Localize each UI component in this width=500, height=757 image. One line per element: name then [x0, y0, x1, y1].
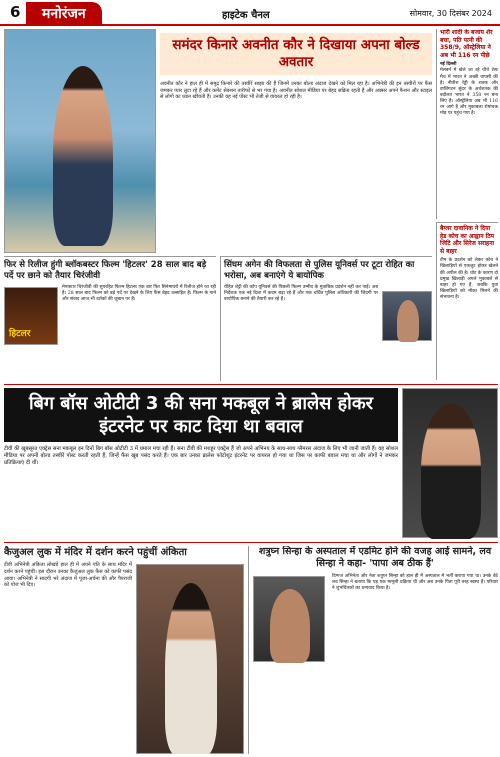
hitler-poster-label: हिटलर	[9, 329, 31, 339]
lead-headline: समंदर किनारे अवनीत कौर ने दिखाया अपना बोल्ड अवतार	[160, 33, 432, 75]
lead-article	[160, 33, 432, 253]
page-header	[0, 0, 500, 26]
sana-photo	[402, 388, 498, 538]
page-number: 6	[10, 3, 21, 21]
coach-body: टीम के प्रदर्शन को लेकर कोच ने खिलाड़ियों से एकजुट होकर खेलने की अपील की है। चोट के कारण दो प्रमुख खिलाड़ी अगले मुकाबले से बाहर हो गए हैं, जबकि युवा खिलाड़ियों को मौका मिलने की संभावना है।	[440, 258, 498, 300]
sana-headline: बिग बॉस ओटीटी 3 की सना मकबूल ने ब्रालेस होकर इंटरनेट पर काट दिया था बवाल	[4, 388, 398, 442]
singham-photo	[382, 291, 432, 341]
cricket-body: मेलबर्न में खेले जा रहे चौथे टेस्ट मैच में भारत ने अच्छी वापसी की है। नीतीश रेड्डी के शतक और वाशिंगटन सुंदर के अर्धशतक की बदौलत भारत ने 358 रन बना लिए हैं। ऑस्ट्रेलिया अब भी 116 रन आगे है और मुकाबला रोमांचक मोड़ पर पहुंच गया है।	[440, 68, 498, 117]
lead-body: अवनीत कौर ने हाल ही में समुद्र किनारे की तस्वीरें साझा की हैं जिनमें उनका बोल्ड अंदाज देखने को मिल रहा है। अभिनेत्री की इन तस्वीरों पर फैंस जमकर प्यार लुटा रहे हैं और कमेंट सेक्शन तारीफों से भर गया है। अवनीत सोशल मीडिया पर बेहद सक्रिय रहती हैं और अक्सर अपने फैशन और स्टाइल से लोगों का ध्यान खींचती हैं। उनकी यह नई पोस्ट भी तेजी से वायरल हो रही है।	[160, 81, 432, 101]
shatrughan-photo	[253, 576, 325, 662]
section-title: मनोरंजन	[26, 2, 102, 25]
ankita-body: टीवी अभिनेत्री अंकिता लोखंडे हाल ही में अपने पति के साथ मंदिर में दर्शन करने पहुंचीं। इस दौरान उनका कैजुअल लुक फैंस को काफी पसंद आया। अभिनेत्री ने सादगी भरे अंदाज में पूजा-अर्चना की और पैपराजी को पोज भी दिए।	[4, 562, 132, 589]
shatrughan-article	[248, 546, 498, 754]
coach-headline: बैग्लर दावानिक ने दिया हेड कोच का आह्वान ठिप जिटि और सिरेज सराहना से बाहर	[440, 225, 495, 255]
cricket-headline: भारी शादी के बजाय शेर बचा, पति पत्नी की 358/9, ऑस्ट्रेलिया ने अब भी 116 रन पीछे	[440, 29, 493, 59]
issue-date: सोमवार, 30 दिसंबर 2024	[409, 9, 492, 18]
avneet-figure	[53, 66, 113, 246]
shatrughan-figure	[270, 589, 310, 663]
singham-headline: सिंघम अगेन की विफलता से पुलिस यूनिवर्स पर टूटा रोहित का भरोसा, अब बनाएंगे ये बायोपिक	[224, 260, 415, 281]
ankita-headline: कैजुअल लुक में मंदिर में दर्शन करने पहुंचीं अंकिता	[4, 547, 187, 558]
shatrughan-headline: शत्रुघ्न सिन्हा के अस्पताल में एडमिट होने की वजह आई सामने, लव सिन्हा ने कहा- 'पापा अब ठीक हैं'	[258, 546, 492, 569]
ankita-figure	[165, 583, 217, 754]
newspaper-name: हाइटेक चैनल	[222, 10, 270, 21]
avneet-beach-photo	[4, 29, 156, 253]
bottom-divider	[4, 542, 498, 543]
cricket-byline: नई दिल्ली	[440, 62, 457, 68]
sana-figure	[421, 403, 481, 539]
hitler-body: मेगास्टार चिरंजीवी की सुपरहिट फिल्म हिटलर एक बार फिर सिनेमाघरों में रिलीज होने जा रही है। 28 साल बाद फिल्म को बड़े पर्दे पर देखने के लिए फैंस बेहद उत्साहित हैं। फिल्म के गाने और संवाद आज भी दर्शकों की जुबान पर हैं।	[62, 285, 216, 303]
singham-body: रोहित शेट्टी की कॉप यूनिवर्स की पिछली फिल्म उम्मीद के मुताबिक प्रदर्शन नहीं कर पाई। अब निर्देशक एक नई दिशा में कदम बढ़ा रहे हैं और एक चर्चित पुलिस अधिकारी की जिंदगी पर बायोपिक बनाने की तैयारी कर रहे हैं।	[224, 285, 378, 303]
hitler-article	[4, 256, 216, 381]
sana-divider	[4, 384, 498, 385]
cricket-article	[436, 29, 498, 219]
ankita-article	[4, 546, 244, 754]
rohit-figure	[397, 300, 419, 342]
singham-article	[220, 256, 432, 381]
sana-body: टीवी की खूबसूरत एक्ट्रेस सना मकबूल इन दिनों बिग बॉस ओटीटी 3 में धमाल मचा रही हैं। सना टीवी की मशहूर एक्ट्रेस हैं जो अपने अभिनय के साथ-साथ ग्लैमरस अंदाज के लिए भी जानी जाती हैं। वह सोशल मीडिया पर अपनी बोल्ड तस्वीरें पोस्ट करती रहती हैं, जिन्हें फैंस खूब पसंद करते हैं। एक बार उनका ब्रालेस फोटोशूट इंटरनेट पर वायरल हो गया था जिस पर काफी बवाल मचा था और लोगों ने जमकर प्रतिक्रियाएं दी थीं।	[4, 446, 398, 467]
hitler-poster	[4, 287, 58, 345]
ankita-photo	[136, 564, 244, 754]
hitler-headline: फिर से रिलीज हुंगी ब्लॉकबस्टर फिल्म 'हिटलर' 28 साल बाद बड़े पर्दे पर छाने को तैयार चिरंजीवी	[4, 260, 207, 281]
sana-article	[4, 388, 398, 538]
shatrughan-body: दिग्गज अभिनेता और नेता शत्रुघ्न सिन्हा को हाल ही में अस्पताल में भर्ती कराया गया था। उनके बेटे लव सिन्हा ने बताया कि यह एक मामूली प्रक्रिया थी और अब उनके पिता पूरी तरह स्वस्थ हैं। परिवार ने शुभचिंतकों का धन्यवाद किया है।	[332, 574, 498, 592]
coach-article	[436, 222, 498, 380]
